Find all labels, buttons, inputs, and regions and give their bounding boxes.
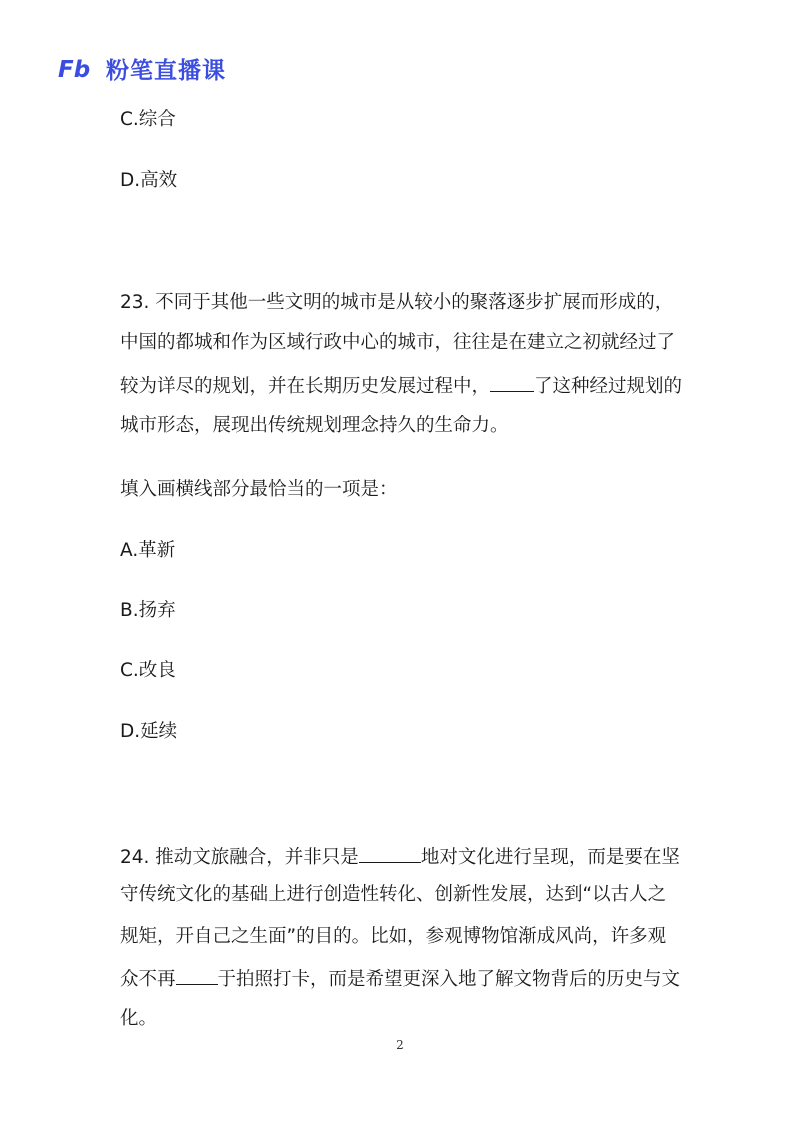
- fenbi-logo-icon: [58, 57, 98, 81]
- option-d: D.高效: [120, 170, 178, 191]
- q23-line-1: 23. 不同于其他一些文明的城市是从较小的聚落逐步扩展而形成的，: [120, 292, 674, 313]
- svg-text:Fb: Fb: [58, 56, 91, 81]
- answer-blank: [490, 371, 534, 392]
- q23-option-d: D.延续: [120, 721, 178, 742]
- q24-line-3: 规矩，开自己之生面”的目的。比如，参观博物馆渐成风尚，许多观: [120, 926, 667, 947]
- q24-line-4-text: 众不再: [120, 969, 176, 990]
- q23-line-2: 中国的都城和作为区域行政中心的城市，往往是在建立之初就经过了: [120, 332, 676, 353]
- answer-blank: [359, 842, 421, 863]
- q24-line-4-tail: 于拍照打卡，而是希望更深入地了解文物背后的历史与文: [217, 969, 681, 990]
- brand-header: [58, 52, 226, 85]
- q24-line-1-text: 24. 推动文旅融合，并非只是: [120, 847, 359, 868]
- q23-option-a: A.革新: [120, 540, 176, 561]
- q23-prompt: 填入画横线部分最恰当的一项是：: [120, 479, 398, 500]
- q23-line-3-tail: 了这种经过规划的: [534, 376, 683, 397]
- q23-line-4: 城市形态，展现出传统规划理念持久的生命力。: [120, 415, 509, 436]
- q24-line-1-tail: 地对文化进行呈现，而是要在坚: [420, 847, 680, 868]
- q23-option-b: B.扬弃: [120, 600, 176, 621]
- q23-line-3-text: 较为详尽的规划，并在长期历史发展过程中，: [120, 376, 491, 397]
- option-c: C.综合: [120, 109, 176, 130]
- page-number: 2: [396, 1038, 404, 1052]
- brand-name: 粉笔直播课: [106, 58, 226, 84]
- q24-line-2: 守传统文化的基础上进行创造性转化、创新性发展，达到“以古人之: [120, 884, 667, 905]
- q24-line-4: [120, 964, 680, 993]
- q24-line-1: [120, 842, 680, 871]
- q24-line-5: 化。: [120, 1008, 158, 1029]
- q23-line-3: [120, 371, 682, 400]
- q23-option-c: C.改良: [120, 660, 176, 681]
- answer-blank: [176, 964, 218, 985]
